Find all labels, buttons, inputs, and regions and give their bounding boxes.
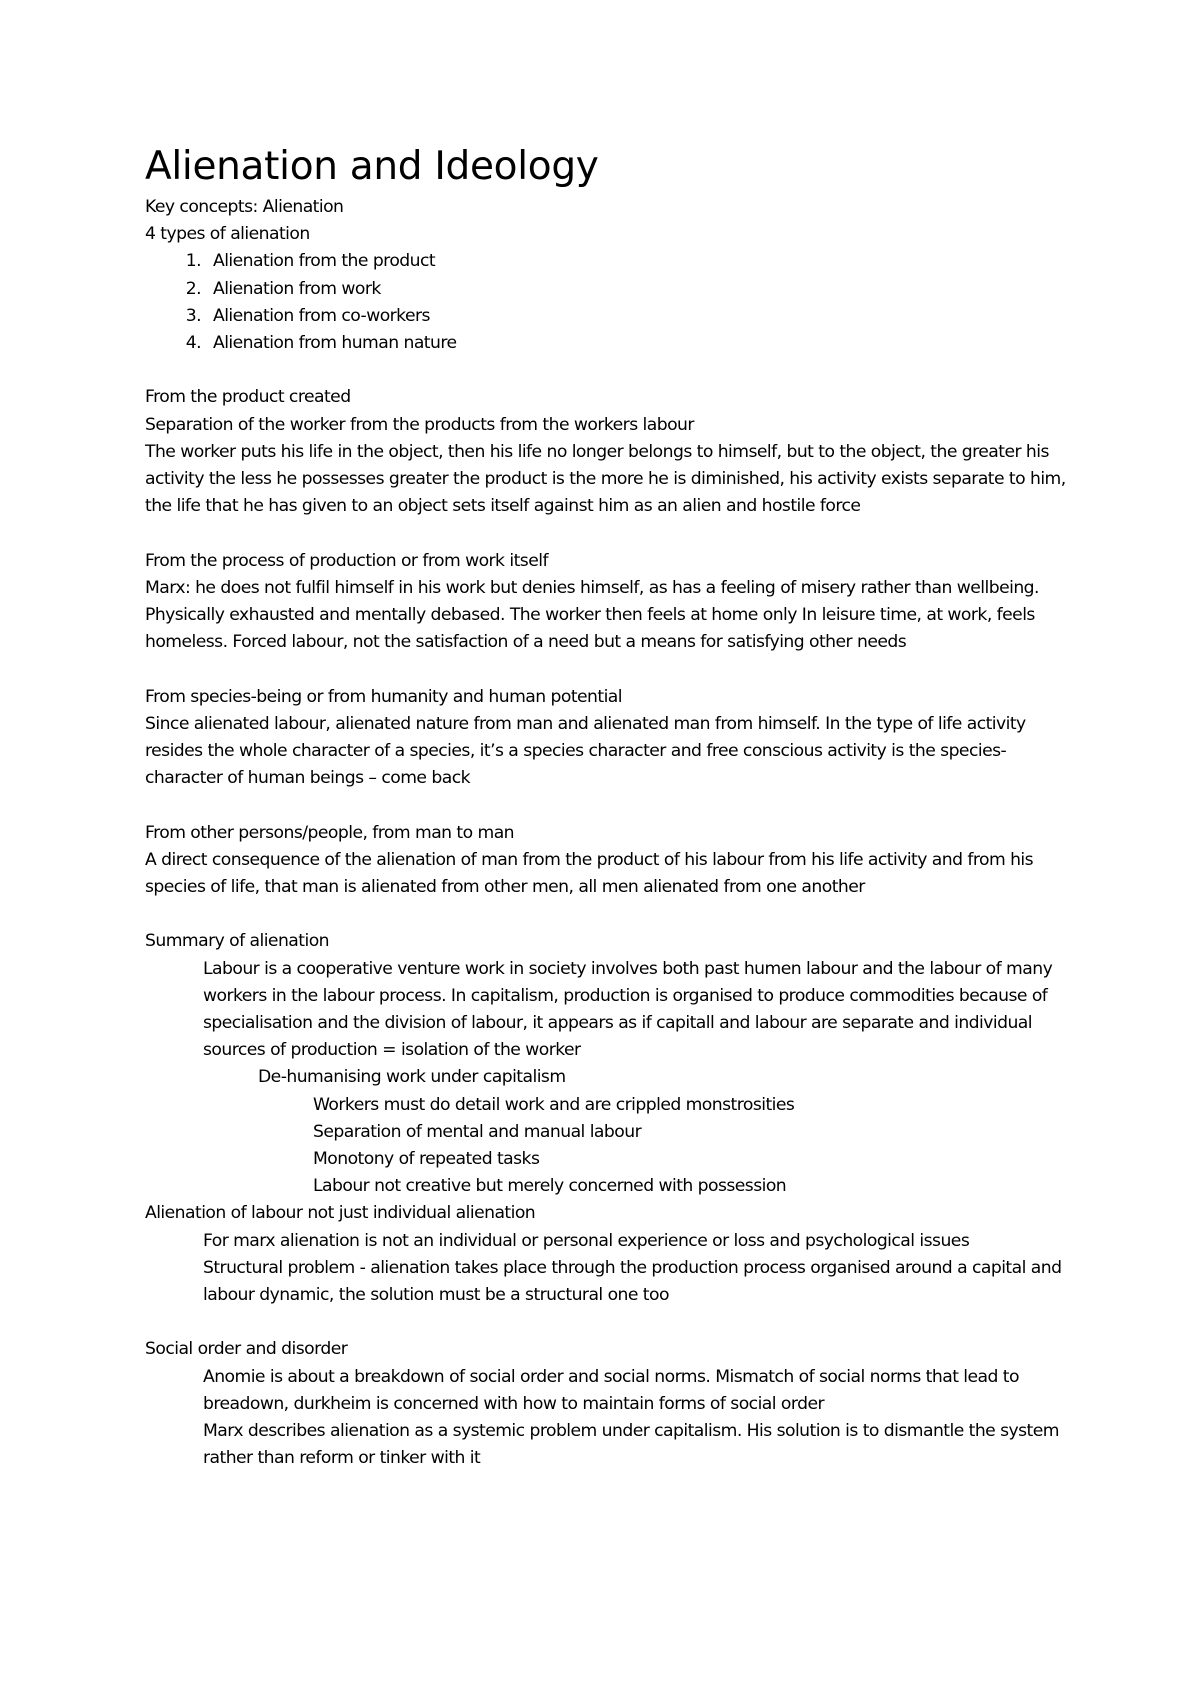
list-text: Alienation from work <box>213 278 381 299</box>
spacer <box>145 357 1075 384</box>
spacer <box>145 792 1075 819</box>
species-body: Since alienated labour, alienated nature from man and alienated man from himself. In the type of life activity resides the whole character of a species, it’s a species character and free conscious activity is the species-character of human beings – come back <box>145 713 1026 789</box>
summary-subheading: De-humanising work under capitalism <box>258 1067 566 1088</box>
spacer <box>145 520 1075 547</box>
key-concepts: Key concepts: Alienation <box>145 197 344 217</box>
list-number: 4. <box>185 333 201 354</box>
spacer <box>145 901 1075 928</box>
spacer <box>145 656 1075 683</box>
list-text: Alienation from the product <box>213 251 436 272</box>
process-heading: From the process of production or from work itself <box>145 550 548 571</box>
spacer <box>145 1309 1075 1336</box>
document-page <box>145 140 1075 1472</box>
list-text: Alienation from co-workers <box>213 305 430 326</box>
summary-point: Labour not creative but merely concerned with possession <box>313 1176 787 1197</box>
list-number: 2. <box>185 278 201 299</box>
list-item <box>145 276 1075 303</box>
labour-heading: Alienation of labour not just individual alienation <box>145 1203 536 1224</box>
social-heading: Social order and disorder <box>145 1339 348 1360</box>
social-para-1: Anomie is about a breakdown of social order and social norms. Mismatch of social norms that lead to breadown, durkheim is concerned with how to maintain forms of social order <box>203 1366 1019 1414</box>
list-number: 3. <box>185 305 201 326</box>
list-text: Alienation from human nature <box>213 333 457 354</box>
types-list <box>145 248 1075 357</box>
others-body: A direct consequence of the alienation of man from the product of his labour from his life activity and from his species of life, that man is alienated from other men, all men alienated from one another <box>145 849 1034 898</box>
summary-body: Labour is a cooperative venture work in society involves both past humen labour and the labour of many workers in the labour process. In capitalism, production is organised to produce commodities because of specialisation and the division of labour, it appears as if capitall and labour are separate and individual sources of production = isolation of the worker <box>203 958 1053 1061</box>
social-para-2: Marx describes alienation as a systemic problem under capitalism. His solution is to dismantle the system rather than reform or tinker with it <box>203 1421 1059 1469</box>
summary-point: Monotony of repeated tasks <box>313 1149 540 1170</box>
list-item <box>145 303 1075 330</box>
product-line: Separation of the worker from the products from the workers labour <box>145 414 694 435</box>
list-number: 1. <box>185 251 201 272</box>
list-item <box>145 330 1075 357</box>
species-heading: From species-being or from humanity and human potential <box>145 686 622 707</box>
labour-body: Structural problem - alienation takes place through the production process organised around a capital and labour dynamic, the solution must be a structural one too <box>203 1257 1062 1306</box>
summary-heading: Summary of alienation <box>145 931 330 952</box>
summary-point: Separation of mental and manual labour <box>313 1121 642 1142</box>
summary-point: Workers must do detail work and are crippled monstrosities <box>313 1094 795 1115</box>
others-heading: From other persons/people, from man to man <box>145 822 515 843</box>
labour-line: For marx alienation is not an individual or personal experience or loss and psychological issues <box>203 1230 970 1251</box>
product-body: The worker puts his life in the object, then his life no longer belongs to himself, but to the object, the greater his activity the less he possesses greater the product is the more he is diminished, his activity exists separate to him, the life that he has given to an object sets itself against him as an alien and hostile force <box>145 441 1066 517</box>
types-heading: 4 types of alienation <box>145 224 310 245</box>
product-heading: From the product created <box>145 387 351 408</box>
list-item <box>145 248 1075 275</box>
document-title: Alienation and Ideology <box>145 144 599 189</box>
process-body: Marx: he does not fulfil himself in his work but denies himself, as has a feeling of misery rather than wellbeing. Physically exhausted and mentally debased. The worker then feels at home only In leisure time, at work, feels homeless. Forced labour, not the satisfaction of a need but a means for satisfying other needs <box>145 577 1039 653</box>
